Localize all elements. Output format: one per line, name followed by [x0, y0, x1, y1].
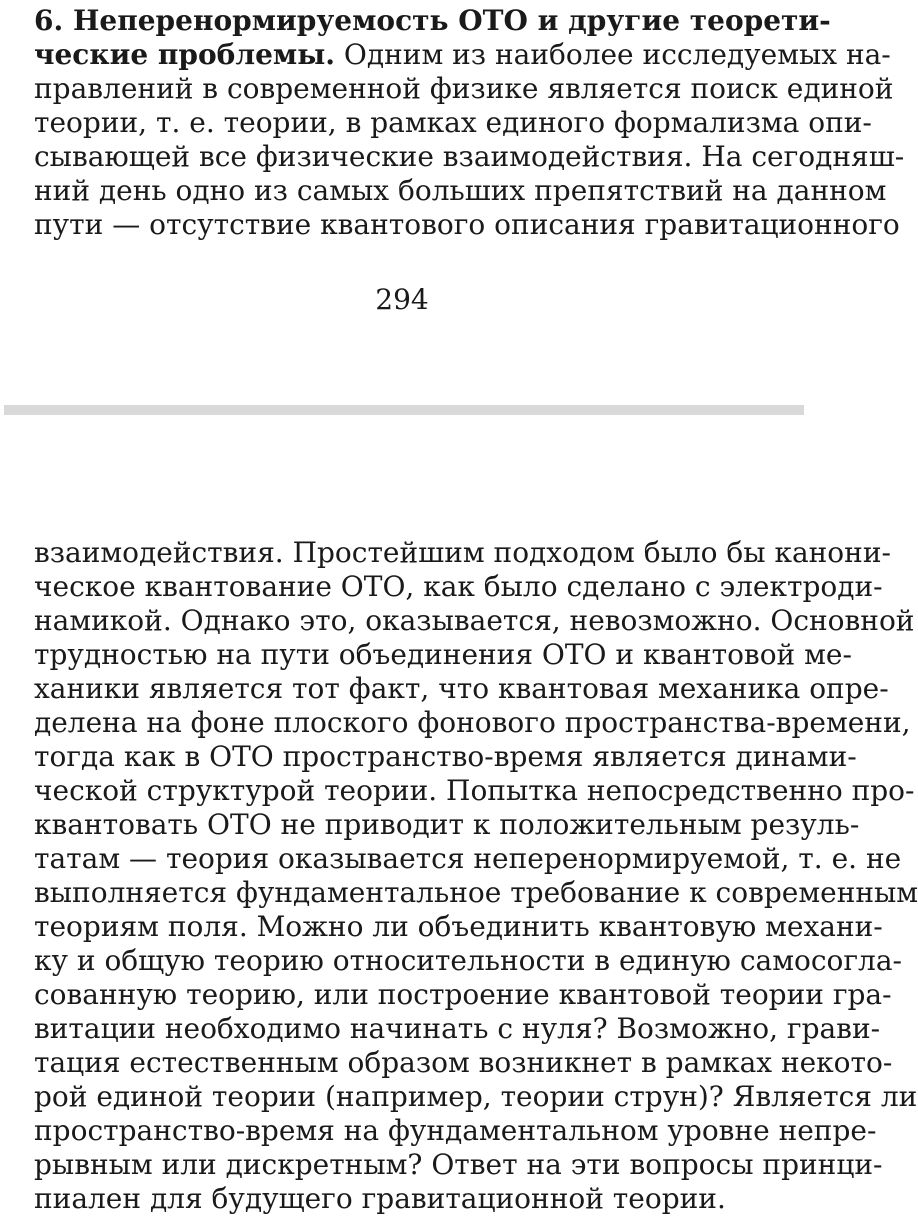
text-line: татам — теория оказывается неперенормируемой, т. е. не	[34, 842, 902, 875]
text-line: теории, т. е. теории, в рамках единого формализма опи-	[34, 106, 872, 139]
top-paragraph	[34, 4, 905, 242]
text-line: тогда как в ОТО пространство-время является динами-	[34, 740, 857, 773]
page-bottom	[0, 415, 918, 1215]
text-line: правлений в современной физике является поиск единой	[34, 72, 894, 105]
text-line: пространство-время на фундаментальном уровне непре-	[34, 1114, 877, 1147]
text-line: выполняется фундаментальное требование к современным	[34, 876, 918, 909]
text-line: рой единой теории (например, теории струн)? Является ли	[34, 1080, 918, 1113]
text-line: намикой. Однако это, оказывается, невозможно. Основной	[34, 604, 915, 637]
text-line-part: Одним из наиболее исследуемых на-	[335, 38, 891, 71]
bottom-paragraph	[34, 536, 918, 1216]
text-line: тация естественным образом возникнет в рамках некото-	[34, 1046, 893, 1079]
text-line: ханики является тот факт, что квантовая механика опре-	[34, 672, 889, 705]
text-line-last: пиален для будущего гравитационной теории.	[34, 1182, 726, 1215]
text-line: трудностью на пути объединения ОТО и квантовой ме-	[34, 638, 852, 671]
section-heading-continuation: ческие проблемы.	[34, 38, 336, 71]
text-line: ческой структурой теории. Попытка непосредственно про-	[34, 774, 915, 807]
text-line: делена на фоне плоского фонового пространства-времени,	[34, 706, 911, 739]
text-line: теориям поля. Можно ли объединить квантовую механи-	[34, 910, 883, 943]
text-line: пути — отсутствие квантового описания гравитационного	[34, 208, 900, 241]
text-line: ческое квантование ОТО, как было сделано с электроди-	[34, 570, 883, 603]
section-heading: 6. Неперенормируемость ОТО и другие теорети-	[34, 4, 831, 37]
text-line: ку и общую теорию относительности в единую самосогла-	[34, 944, 902, 977]
text-line: сывающей все физические взаимодействия. На сегодняш-	[34, 140, 905, 173]
text-line: квантовать ОТО не приводит к положительным резуль-	[34, 808, 860, 841]
page-top	[0, 0, 905, 405]
text-line: рывным или дискретным? Ответ на эти вопросы принци-	[34, 1148, 883, 1181]
text-line: витации необходимо начинать с нуля? Возможно, грави-	[34, 1012, 881, 1045]
text-line: взаимодействия. Простейшим подходом было бы канони-	[34, 536, 891, 569]
text-line: ний день одно из самых больших препятствий на данном	[34, 174, 887, 207]
text-line	[34, 38, 891, 72]
page-number: 294	[375, 283, 429, 316]
page-separator	[4, 405, 804, 415]
text-line: сованную теорию, или построение квантовой теории гра-	[34, 978, 892, 1011]
